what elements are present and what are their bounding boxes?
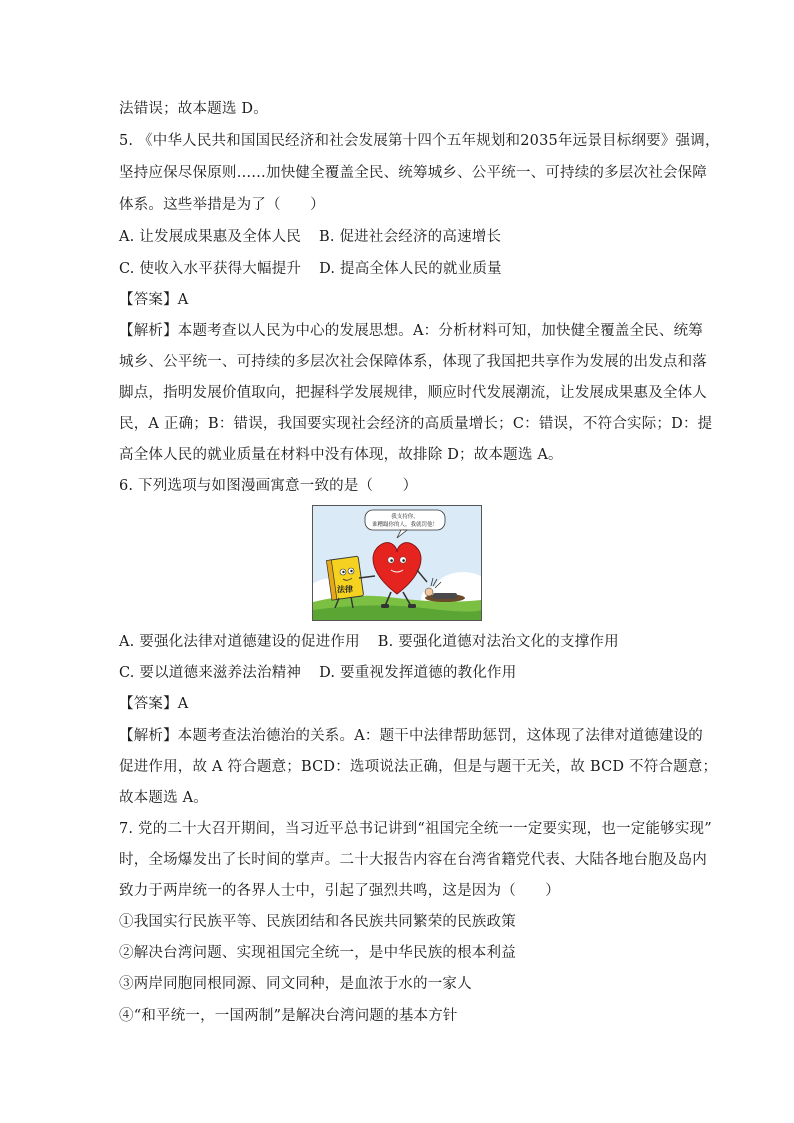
analysis-line: 促进作用，故 A 符合题意；BCD：选项说法正确，但是与题干无关，故 BCD 不符合题意；: [119, 759, 718, 775]
question-7-item: ④“和平统一，一国两制”是解决台湾问题的基本方针: [119, 1008, 458, 1024]
question-7-stem: 7. 党的二十大召开期间，当习近平总书记讲到“祖国完全统一一定要实现，也一定能够实现”: [119, 821, 712, 837]
option-b: B. 促进社会经济的高速增长: [319, 229, 502, 245]
question-6-options-cd: [119, 663, 516, 683]
option-a: A. 要强化法律对道德建设的促进作用: [119, 634, 360, 650]
cartoon-image: [312, 505, 482, 621]
analysis-line: 脚点，指明发展价值取向，把握科学发展规律，顺应时代发展潮流，让发展成果惠及全体人: [119, 385, 707, 401]
question-5-stem: 体系。这些举措是为了（ ）: [119, 197, 325, 213]
question-5-stem: 坚持应保尽保原则……加快健全覆盖全民、统筹城乡、公平统一、可持续的多层次社会保障: [119, 165, 707, 181]
option-c: C. 使收入水平获得大幅提升: [119, 261, 302, 277]
analysis-line: 民，A 正确；B：错误，我国要实现社会经济的高质量增长；C：错误，不符合实际；D：提: [119, 416, 713, 432]
text-line: 法错误；故本题选 D。: [119, 101, 268, 117]
answer-line: 【答案】A: [119, 696, 189, 712]
analysis-line: 【解析】本题考查以人民为中心的发展思想。A：分析材料可知，加快健全覆盖全民、统筹: [119, 323, 703, 339]
book-label: 法律: [337, 585, 353, 594]
option-d: D. 要重视发挥道德的教化作用: [319, 665, 517, 681]
option-c: C. 要以道德来滋养法治精神: [119, 665, 302, 681]
bubble-line-2: 谁糟蹋你的人，我就罚他！: [371, 522, 439, 528]
analysis-line: 城乡、公平统一、可持续的多层次社会保障体系，体现了我国把共享作为发展的出发点和落: [119, 354, 707, 370]
question-6-stem: 6. 下列选项与如图漫画寓意一致的是（ ）: [119, 478, 418, 494]
bubble-line-1: 我支持你，: [391, 514, 419, 520]
question-7-item: ①我国实行民族平等、民族团结和各民族共同繁荣的民族政策: [119, 914, 516, 930]
analysis-line: 高全体人民的就业质量在材料中没有体现，故排除 D；故本题选 A。: [119, 447, 563, 463]
cartoon-illustration: [313, 506, 481, 620]
question-7-stem: 致力于两岸统一的各界人士中，引起了强烈共鸣，这是因为（ ）: [119, 883, 560, 899]
answer-line: 【答案】A: [119, 292, 189, 308]
question-7-item: ③两岸同胞同根同源、同文同种，是血浓于水的一家人: [119, 976, 472, 992]
question-5-options-ab: [119, 227, 501, 247]
option-a: A. 让发展成果惠及全体人民: [119, 229, 301, 245]
question-7-item: ②解决台湾问题、实现祖国完全统一，是中华民族的根本利益: [119, 945, 516, 961]
option-b: B. 要强化道德对法治文化的支撑作用: [377, 634, 619, 650]
question-6-options-ab: [119, 632, 619, 652]
analysis-line: 故本题选 A。: [119, 790, 208, 806]
question-5-stem: 5. 《中华人民共和国国民经济和社会发展第十四个五年规划和2035年远景目标纲要》强调，: [119, 133, 720, 149]
analysis-line: 【解析】本题考查法治德治的关系。A：题干中法律帮助惩罚，这体现了法律对道德建设的: [119, 728, 703, 744]
option-d: D. 提高全体人民的就业质量: [319, 261, 502, 277]
question-5-options-cd: [119, 259, 502, 279]
question-7-stem: 时，全场爆发出了长时间的掌声。二十大报告内容在台湾省籍党代表、大陆各地台胞及岛内: [119, 852, 707, 868]
